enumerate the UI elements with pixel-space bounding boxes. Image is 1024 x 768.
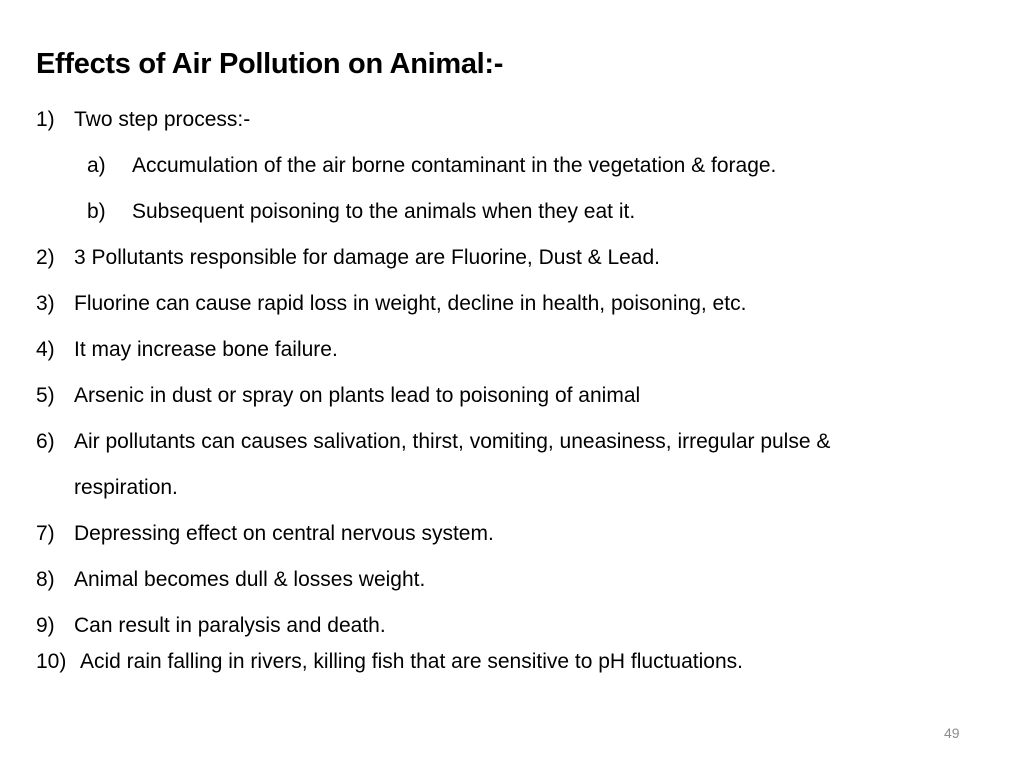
item-text: Subsequent poisoning to the animals when they eat it.	[132, 200, 636, 223]
slide-title: Effects of Air Pollution on Animal:-	[36, 48, 504, 80]
item-number: 2)	[36, 246, 55, 269]
item-number: 5)	[36, 384, 55, 407]
item-number: 10)	[36, 650, 67, 673]
item-number: 9)	[36, 614, 55, 637]
item-text: Depressing effect on central nervous system.	[74, 522, 494, 545]
item-text: Can result in paralysis and death.	[74, 614, 386, 637]
page-number: 49	[944, 725, 960, 741]
item-text: Arsenic in dust or spray on plants lead to poisoning of animal	[74, 384, 641, 407]
item-text: Air pollutants can causes salivation, thirst, vomiting, uneasiness, irregular pulse &	[74, 430, 831, 453]
item-number: 8)	[36, 568, 55, 591]
item-text: 3 Pollutants responsible for damage are Fluorine, Dust & Lead.	[74, 246, 661, 269]
item-number: 4)	[36, 338, 55, 361]
item-text: Acid rain falling in rivers, killing fish that are sensitive to pH fluctuations.	[80, 650, 743, 673]
item-text: It may increase bone failure.	[74, 338, 338, 361]
list-item-continuation	[74, 475, 178, 501]
item-text: Accumulation of the air borne contaminant in the vegetation & forage.	[132, 154, 777, 177]
item-number: 1)	[36, 108, 55, 131]
item-letter: b)	[87, 200, 106, 223]
item-text: respiration.	[74, 476, 178, 499]
item-number: 7)	[36, 522, 55, 545]
item-text: Two step process:-	[74, 108, 251, 131]
item-number: 3)	[36, 292, 55, 315]
item-number: 6)	[36, 430, 55, 453]
item-letter: a)	[87, 154, 106, 177]
item-text: Fluorine can cause rapid loss in weight, decline in health, poisoning, etc.	[74, 292, 747, 315]
item-text: Animal becomes dull & losses weight.	[74, 568, 426, 591]
